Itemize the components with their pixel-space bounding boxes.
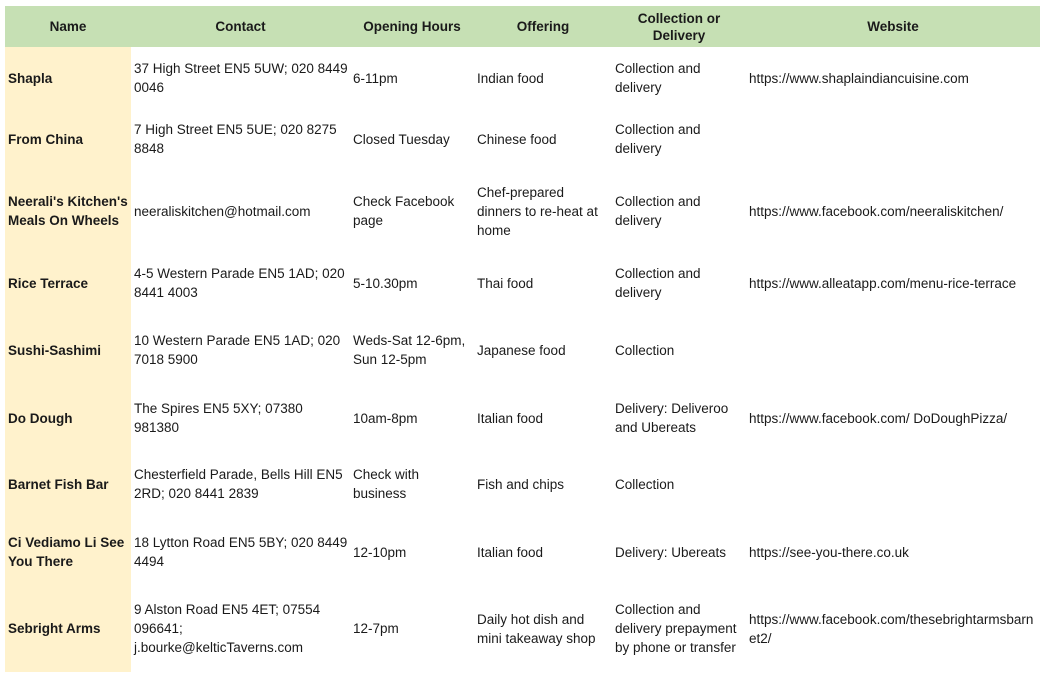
cell-name: Sebright Arms [5, 585, 131, 672]
restaurant-table [5, 6, 1040, 672]
table-row [5, 313, 1040, 387]
cell-collection: Collection and delivery [615, 61, 701, 95]
cell-collection: Collection and delivery prepayment by phone or transfer [615, 602, 737, 655]
header-offering: Offering [474, 6, 612, 47]
cell-name: Rice Terrace [5, 253, 131, 313]
cell-website[interactable]: https://www.facebook.com/neeraliskitchen/ [749, 203, 1004, 219]
cell-contact: neeraliskitchen@hotmail.com [134, 203, 311, 219]
cell-offering: Japanese food [477, 342, 566, 358]
header-name: Name [5, 6, 131, 47]
cell-name: Do Dough [5, 387, 131, 449]
table-row [5, 253, 1040, 313]
cell-website [746, 109, 1040, 169]
cell-name: Neerali's Kitchen's Meals On Wheels [5, 169, 131, 253]
header-website: Website [746, 6, 1040, 47]
cell-hours: Weds-Sat 12-6pm, Sun 12-5pm [353, 333, 466, 367]
cell-website[interactable]: https://www.facebook.com/ DoDoughPizza/ [749, 410, 1008, 426]
table-row [5, 109, 1040, 169]
cell-name: Ci Vediamo Li See You There [5, 519, 131, 585]
cell-name: Sushi-Sashimi [5, 313, 131, 387]
cell-contact: 4-5 Western Parade EN5 1AD; 020 8441 4003 [134, 266, 345, 300]
cell-hours: 5-10.30pm [353, 275, 418, 291]
cell-offering: Italian food [477, 544, 544, 560]
table-row [5, 387, 1040, 449]
cell-name: Shapla [5, 47, 131, 109]
cell-hours: 6-11pm [353, 70, 398, 86]
cell-website [746, 449, 1040, 519]
cell-contact: The Spires EN5 5XY; 07380 981380 [134, 401, 303, 435]
cell-hours: Check Facebook page [353, 194, 455, 228]
cell-collection: Delivery: Ubereats [615, 544, 727, 560]
cell-website[interactable]: https://see-you-there.co.uk [749, 544, 909, 560]
cell-hours: 12-10pm [353, 544, 407, 560]
header-opening-hours: Opening Hours [350, 6, 474, 47]
table-row [5, 169, 1040, 253]
header-row [5, 6, 1040, 47]
cell-name: Barnet Fish Bar [5, 449, 131, 519]
cell-hours: Check with business [353, 467, 420, 501]
cell-offering: Thai food [477, 275, 534, 291]
cell-contact: Chesterfield Parade, Bells Hill EN5 2RD; 020 8441 2839 [134, 467, 343, 501]
cell-website[interactable]: https://www.shaplaindiancuisine.com [749, 70, 969, 86]
cell-website [746, 313, 1040, 387]
cell-collection: Collection and delivery [615, 266, 701, 300]
cell-offering: Daily hot dish and mini takeaway shop [477, 611, 596, 646]
cell-offering: Fish and chips [477, 476, 565, 492]
cell-name: From China [5, 109, 131, 169]
cell-offering: Italian food [477, 410, 544, 426]
cell-website[interactable]: https://www.facebook.com/thesebrightarmsbarnet2/ [749, 611, 1034, 646]
cell-offering: Chinese food [477, 131, 557, 147]
cell-collection: Delivery: Deliveroo and Ubereats [615, 401, 729, 435]
header-collection-delivery: Collection or Delivery [612, 6, 746, 47]
cell-hours: 10am-8pm [353, 410, 418, 426]
cell-hours: Closed Tuesday [353, 131, 450, 147]
cell-contact: 18 Lytton Road EN5 5BY; 020 8449 4494 [134, 535, 348, 569]
table-row [5, 47, 1040, 109]
cell-offering: Indian food [477, 70, 544, 86]
cell-contact: 10 Western Parade EN5 1AD; 020 7018 5900 [134, 333, 341, 367]
cell-contact: 37 High Street EN5 5UW; 020 8449 0046 [134, 61, 348, 95]
cell-contact: 7 High Street EN5 5UE; 020 8275 8848 [134, 122, 337, 156]
table-row [5, 519, 1040, 585]
header-contact: Contact [131, 6, 350, 47]
cell-contact: 9 Alston Road EN5 4ET; 07554 096641; j.bourke@kelticTaverns.com [134, 602, 321, 655]
table-row [5, 449, 1040, 519]
cell-collection: Collection [615, 476, 675, 492]
cell-offering: Chef-prepared dinners to re-heat at home [477, 184, 598, 238]
cell-collection: Collection [615, 342, 675, 358]
cell-website[interactable]: https://www.alleatapp.com/menu-rice-terrace [749, 275, 1017, 291]
cell-hours: 12-7pm [353, 621, 399, 636]
cell-collection: Collection and delivery [615, 122, 701, 156]
cell-collection: Collection and delivery [615, 194, 701, 228]
table-row [5, 585, 1040, 672]
restaurant-spreadsheet [5, 6, 1040, 672]
